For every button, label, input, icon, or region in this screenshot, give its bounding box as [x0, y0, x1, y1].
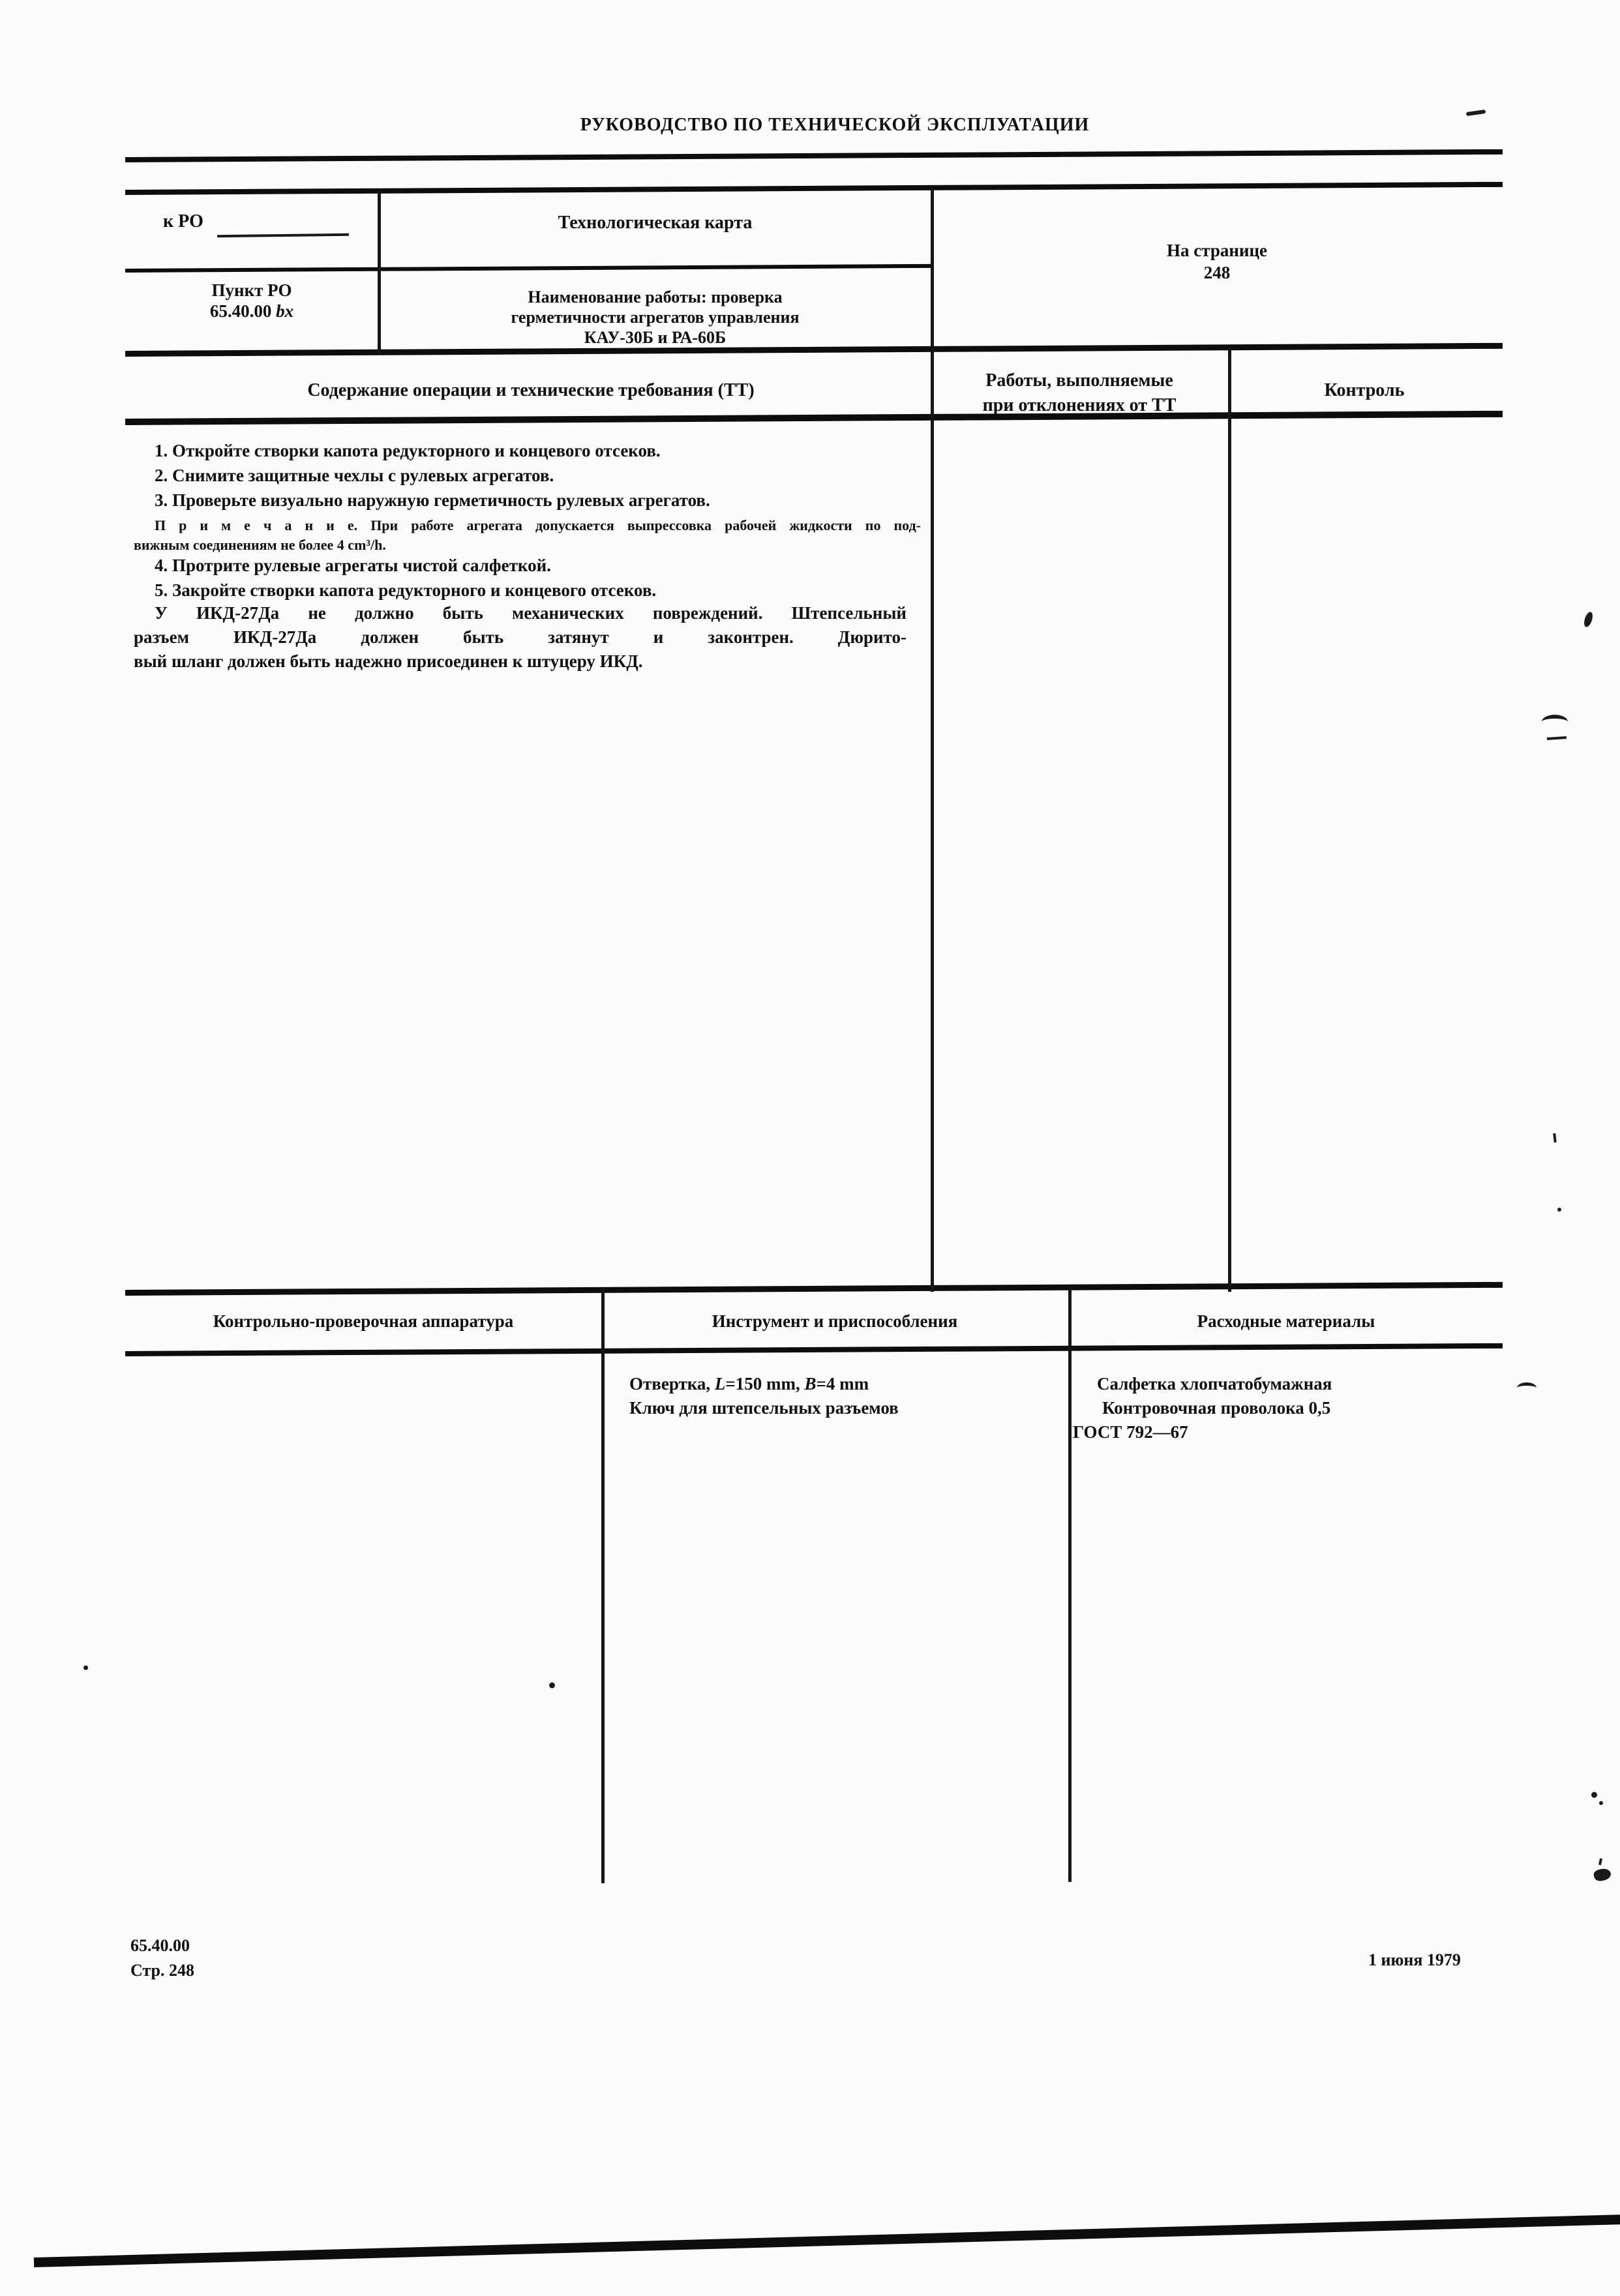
step-1: 1. Откройте створки капота редукторного и концевого отсеков.	[155, 441, 661, 460]
card-and-operation-col2-divider	[931, 187, 934, 1292]
operation-header-bottom-rule	[125, 411, 1503, 425]
resources-col2-divider	[1068, 1286, 1072, 1882]
card-table-top-rule	[125, 182, 1503, 195]
scan-mark	[1598, 1858, 1602, 1866]
col-header-tools: Инструмент и приспособления	[712, 1311, 958, 1331]
tool1-name: Отвертка,	[629, 1374, 715, 1394]
scan-mark	[1557, 1208, 1561, 1212]
item-ro-code-number: 65.40.00	[209, 301, 277, 321]
scan-mark	[1591, 1792, 1597, 1798]
work-name-line: КАУ-30Б и РА-60Б	[584, 328, 727, 347]
card-table-row-divider	[125, 264, 931, 273]
note-line-1: П р и м е ч а н и е. При работе агрегата допускается выпрессовка рабочей жидкости по под-	[155, 517, 921, 533]
tool-item-2: Ключ для штепсельных разъемов	[629, 1398, 899, 1418]
ro-number-blank-line	[217, 233, 349, 237]
scan-mark	[1517, 1382, 1537, 1394]
step-2: 2. Снимите защитные чехлы с рулевых агрегатов.	[155, 466, 554, 485]
item-ro-label: Пункт РО	[211, 280, 292, 300]
tool-item-1	[629, 1373, 869, 1395]
on-page-label: На странице	[1167, 241, 1267, 260]
page-bottom-rule	[34, 2214, 1620, 2267]
rule-under-page-title	[125, 149, 1503, 162]
col-header-deviations-line1: Работы, выполняемые	[985, 370, 1173, 391]
step-4: 4. Протрите рулевые агрегаты чистой салфеткой.	[155, 556, 551, 575]
requirement-line-3: вый шланг должен быть надежно присоединен к штуцеру ИКД.	[134, 651, 643, 671]
col-header-materials: Расходные материалы	[1197, 1311, 1375, 1331]
scan-mark	[1593, 1867, 1612, 1883]
item-ro-code	[125, 301, 378, 323]
col-header-test-equipment: Контрольно-проверочная аппаратура	[213, 1311, 514, 1331]
to-ro-label: к РО	[163, 211, 203, 231]
scan-mark	[83, 1665, 88, 1670]
tool1-length-var: L	[714, 1374, 726, 1394]
tool1-length-value: =150 mm,	[725, 1374, 805, 1394]
footer-page-number: Стр. 248	[130, 1961, 194, 1980]
scan-mark	[1599, 1801, 1603, 1805]
item-ro-code-suffix: bx	[276, 301, 294, 321]
material-item-1: Салфетка хлопчатобумажная	[1097, 1374, 1332, 1394]
operation-col3-divider	[1228, 348, 1231, 1292]
scan-mark	[1583, 611, 1595, 628]
step-3: 3. Проверьте визуально наружную герметичность рулевых агрегатов.	[155, 490, 710, 510]
step-5: 5. Закройте створки капота редукторного и концевого отсеков.	[155, 580, 657, 600]
tool1-width-var: B	[804, 1374, 817, 1394]
footer-section-code: 65.40.00	[130, 1936, 190, 1955]
on-page-number: 248	[1203, 263, 1231, 282]
scan-mark	[1466, 110, 1486, 116]
scan-mark	[1547, 736, 1567, 740]
page-title: РУКОВОДСТВО ПО ТЕХНИЧЕСКОЙ ЭКСПЛУАТАЦИИ	[580, 115, 1090, 135]
col-header-deviations-line2: при отклонениях от ТТ	[982, 395, 1177, 415]
col-header-control: Контроль	[1324, 380, 1405, 400]
scan-mark	[549, 1682, 555, 1688]
material-item-2: Контровочная проволока 0,5	[1102, 1398, 1331, 1418]
material-item-3: ГОСТ 792—67	[1073, 1422, 1188, 1442]
requirement-line-1: У ИКД-27Да не должно быть механических повреждений. Штепсельный	[155, 603, 907, 623]
note-line-2: вижным соединениям не более 4 cm³/h.	[134, 537, 386, 553]
work-name-line: герметичности агрегатов управления	[511, 308, 800, 327]
requirement-line-2: разъем ИКД-27Да должен быть затянут и законтрен. Дюрито-	[134, 627, 907, 647]
resources-table-top-rule	[125, 1282, 1503, 1296]
scan-mark	[1542, 715, 1568, 729]
card-title: Технологическая карта	[558, 213, 753, 233]
resources-col1-divider	[601, 1289, 605, 1883]
footer-date: 1 июня 1979	[1368, 1950, 1461, 1969]
work-name-line: Наименование работы: проверка	[528, 288, 783, 306]
resources-header-bottom-rule	[125, 1343, 1503, 1356]
tool1-width-value: =4 mm	[816, 1374, 869, 1394]
scan-mark	[1553, 1133, 1556, 1142]
col-header-contents: Содержание операции и технические требования (ТТ)	[307, 380, 755, 400]
